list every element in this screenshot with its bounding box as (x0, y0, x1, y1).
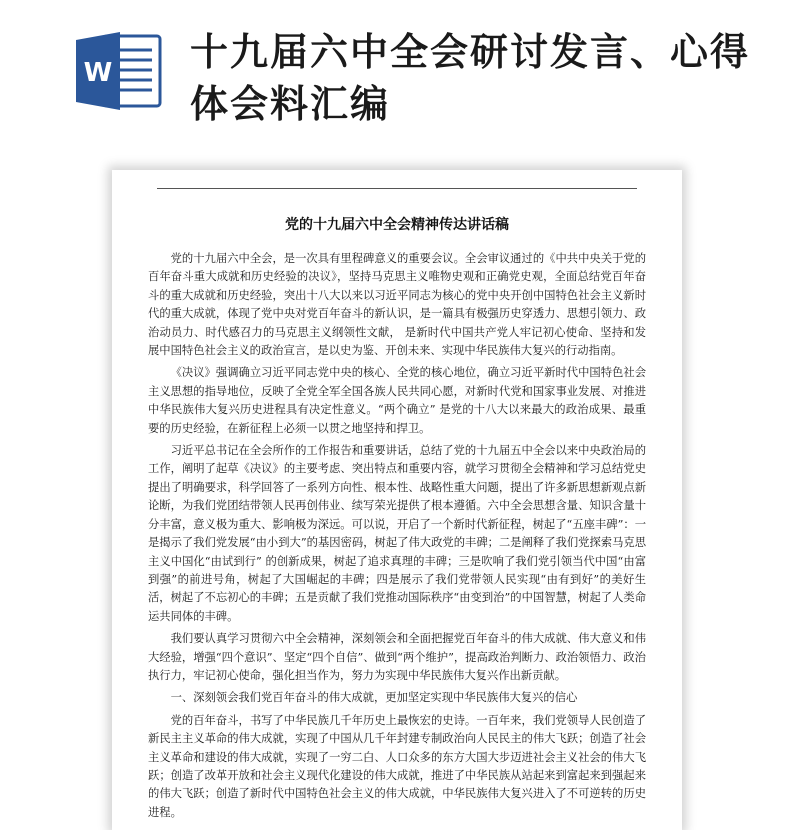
section-heading: 一、深刻领会我们党百年奋斗的伟大成就，更加坚定实现中华民族伟大复兴的信心 (170, 691, 578, 705)
word-document-icon (74, 30, 164, 112)
header-banner (0, 0, 800, 160)
paragraph: 《决议》强调确立习近平同志党中央的核心、全党的核心地位，确立习近平新时代中国特色社会主义思想的指导地位，反映了全党全军全国各族人民共同心愿，对新时代党和国家事业发展、对推进中华民族伟大复兴历史进程具有决定性意义。“两个确立” 是党的十八大以来最大的政治成果、最重要的历史经验，在新征程上必须一以贯之地坚持和捍卫。 (148, 366, 646, 435)
page-title: 十九届六中全会研讨发言、心得体会料汇编 (190, 30, 751, 126)
document-title: 党的十九届六中全会精神传达讲话稿 (285, 217, 509, 233)
document-sheet (112, 170, 682, 830)
header-rule (157, 188, 637, 189)
paragraph: 党的百年奋斗，书写了中华民族几千年历史上最恢宏的史诗。一百年来，我们党领导人民创造了新民主主义革命的伟大成就，实现了中国从几千年封建专制政治向人民民主的伟大飞跃；创造了社会主义革命和建设的伟大成就，实现了一穷二白、人口众多的东方大国大步迈进社会主义社会的伟大飞跃；创造了改革开放和社会主义现代化建设的伟大成就，推进了中华民族从站起来到富起来到强起来的伟大飞跃；创造了新时代中国特色社会主义的伟大成就，中华民族伟大复兴进入了不可逆转的历史进程。 (148, 713, 646, 819)
paragraph: 习近平总书记在全会所作的工作报告和重要讲话，总结了党的十九届五中全会以来中央政治局的工作，阐明了起草《决议》的主要考虑、突出特点和重要内容，就学习贯彻全会精神和学习总结党史提出了明确要求，科学回答了一系列方向性、根本性、战略性重大问题，提出了许多新思想新观点新论断，为我们党团结带领人民再创伟业、续写荣光提供了根本遵循。六中全会思想含量、知识含量十分丰富，意义极为重大、影响极为深远。可以说，开启了一个新时代新征程，树起了“五座丰碑”：一是揭示了我们党发展“由小到大”的基因密码，树起了伟大政党的丰碑；二是阐释了我们党探索马克思主义中国化“由试到行” 的创新成果，树起了追求真理的丰碑；三是吹响了我们党引领当代中国“由富到强”的前进号角，树起了大国崛起的丰碑；四是展示了我们党带领人民实现“由有到好”的美好生活，树起了不忘初心的丰碑；五是贡献了我们党推动国际秩序“由变到治”的中国智慧，树起了人类命运共同体的丰碑。 (148, 444, 646, 623)
paragraph: 我们要认真学习贯彻六中全会精神，深刻领会和全面把握党百年奋斗的伟大成就、伟大意义和伟大经验，增强“四个意识”、坚定“四个自信”、做到“两个维护”，提高政治判断力、政治领悟力、政治执行力，牢记初心使命，强化担当作为，努力为实现中华民族伟大复兴作出新贡献。 (148, 632, 646, 682)
word-icon-letter: W (83, 58, 113, 88)
paragraph: 党的十九届六中全会，是一次具有里程碑意义的重要会议。全会审议通过的《中共中央关于党的百年奋斗重大成就和历史经验的决议》，坚持马克思主义唯物史观和正确党史观，全面总结党百年奋斗的重大成就和历史经验，突出十八大以来以习近平同志为核心的党中央开创中国特色社会主义新时代的重大成就，体现了党中央对党百年奋斗的新认识，是一篇具有极强历史穿透力、思想引领力、政治动员力、时代感召力的马克思主义纲领性文献， 是新时代中国共产党人牢记初心使命、坚持和发展中国特色社会主义的政治宣言，是以史为鉴、开创未来、实现中华民族伟大复兴的行动指南。 (148, 252, 646, 358)
document-body (148, 250, 646, 826)
